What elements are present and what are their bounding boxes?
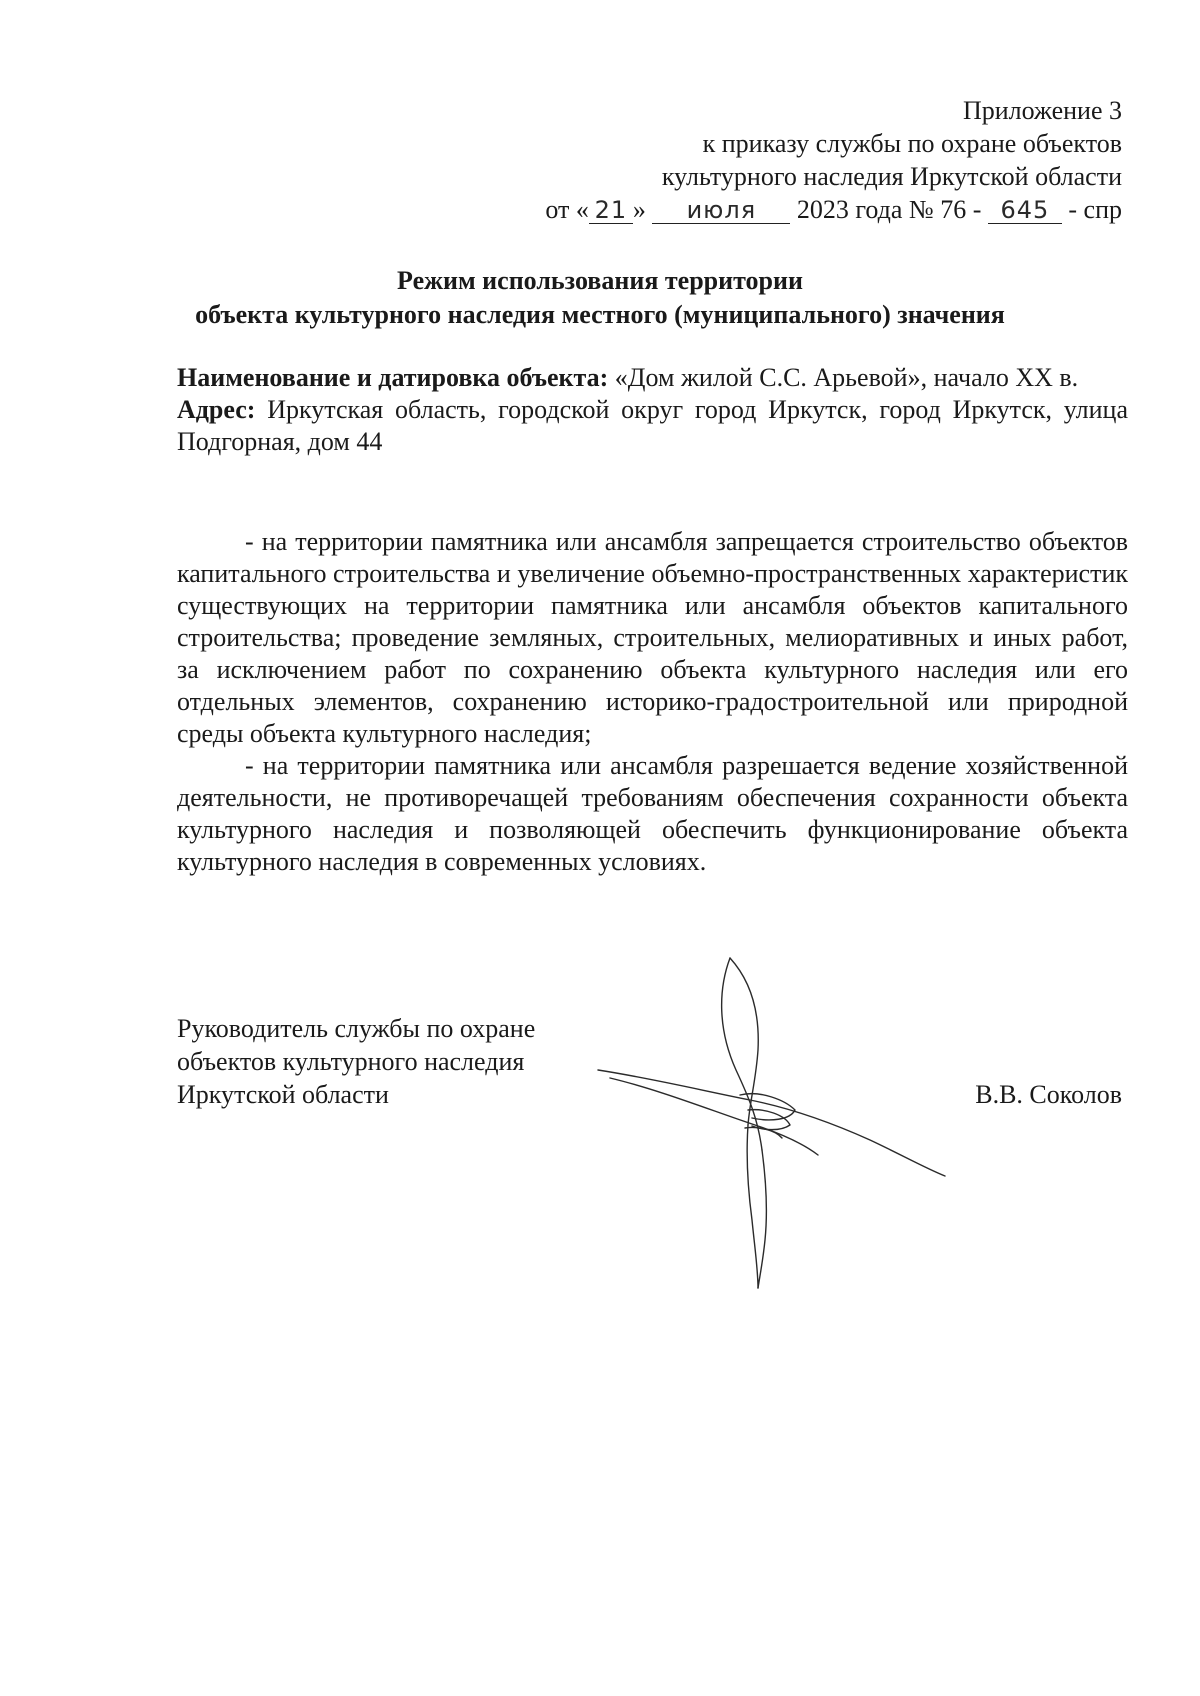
order-date-line — [545, 193, 1122, 226]
object-address-label: Адрес: — [177, 395, 256, 424]
signatory-role-line-1: Руководитель службы по охране — [177, 1014, 536, 1043]
title-line-1: Режим использования территории — [397, 266, 803, 295]
object-name-value: «Дом жилой С.С. Арьевой», начало XX в. — [614, 363, 1079, 392]
clause-permitted: - на территории памятника или ансамбля разрешается ведение хозяйственной деятельности, не противоречащей требованиям обеспечения сохранности объекта культурного наследия и позволяющей обеспечить функционирование объекта культурного наследия в современных условиях. — [177, 751, 1128, 876]
handwritten-order-number: 645 — [988, 197, 1062, 224]
appendix-number: Приложение 3 — [962, 96, 1122, 125]
document-title — [0, 264, 1200, 332]
appendix-order-ref: к приказу службы по охране объектов — [702, 129, 1122, 158]
object-name-paragraph — [177, 362, 1128, 394]
object-address-value: Иркутская область, городской округ город Иркутск, город Иркутск, улица Подгорная, дом 44 — [177, 395, 1128, 456]
object-name-label: Наименование и датировка объекта: — [177, 363, 609, 392]
signatory-name: В.В. Соколов — [975, 1080, 1122, 1109]
date-year: 2023 года № 76 - — [796, 195, 982, 224]
title-line-2: объекта культурного наследия местного (муниципального) значения — [195, 300, 1005, 329]
handwritten-month: июля — [652, 197, 790, 224]
signatory-role-line-3: Иркутской области — [177, 1080, 389, 1109]
date-mid: » — [632, 195, 646, 224]
signatory-role — [177, 1012, 535, 1111]
handwritten-signature — [590, 950, 960, 1300]
clause-prohibited: - на территории памятника или ансамбля запрещается строительство объектов капитального строительства и увеличение объемно-пространственных характеристик существующих на территории памятника или ансамбля объектов капитального строительства; проведение земляных, строительных, мелиоративных и иных работ, за исключением работ по сохранению объекта культурного наследия или его отдельных элементов, сохранению историко-градостроительной или природной среды объекта культурного наследия; — [177, 527, 1128, 748]
signatory-role-line-2: объектов культурного наследия — [177, 1047, 525, 1076]
date-prefix: от « — [545, 195, 589, 224]
regime-clauses — [177, 526, 1128, 878]
date-suffix: - спр — [1068, 195, 1122, 224]
object-address-paragraph — [177, 394, 1128, 458]
handwritten-day: 21 — [589, 197, 633, 224]
appendix-agency: культурного наследия Иркутской области — [661, 162, 1122, 191]
appendix-header — [545, 94, 1122, 226]
object-info — [177, 362, 1128, 458]
